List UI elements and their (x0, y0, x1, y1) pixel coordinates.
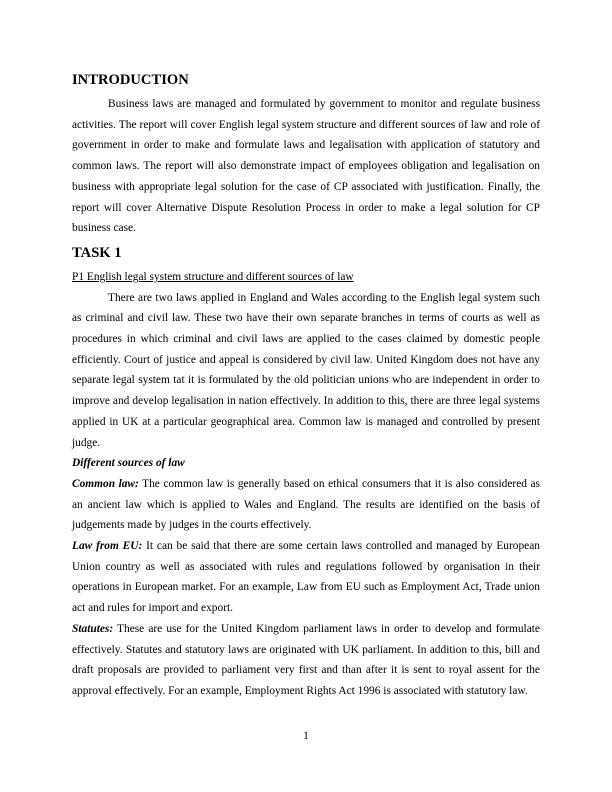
source-statutes (72, 619, 540, 702)
task1-subheading: P1 English legal system structure and different sources of law (72, 270, 354, 283)
page-number: 1 (303, 730, 309, 742)
source-common-law (72, 474, 540, 536)
source-text: These are use for the United Kingdom parliament laws in order to develop and formulate effectively. Statutes and statutory laws are originated with UK parliament. In addition to this, bill and draft proposals are provided to parliament very first and than after it is sent to royal assent for the approval effectively. For an example, Employment Rights Act 1996 is associated with statutory law. (72, 622, 540, 697)
sources-heading: Different sources of law (72, 457, 185, 470)
introduction-paragraph: Business laws are managed and formulated by government to monitor and regulate business activities. The report will cover English legal system structure and different sources of law and role of government in order to make and formulate laws and legalisation with application of statutory and common laws. The report will also demonstrate impact of employees obligation and legalisation on business with appropriate legal solution for the case of CP associated with justification. Finally, the report will cover Alternative Dispute Resolution Process in order to make a legal solution for CP business case. (72, 98, 540, 235)
source-term: Statutes: (72, 622, 114, 635)
task1-paragraph: There are two laws applied in England and Wales according to the English legal system such as criminal and civil law. These two have their own separate branches in terms of courts as well as procedures in which criminal and civil laws are applied to the cases claimed by domestic people efficiently. Court of justice and appeal is considered by civil law. United Kingdom does not have any separate legal system tat it is formulated by the old politician unions who are independent in order to improve and develop legalisation in nation effectively. In addition to this, there are three legal systems applied in UK at a particular geographical area. Common law is managed and controlled by present judge. (72, 291, 540, 449)
task1-heading: TASK 1 (72, 244, 122, 261)
source-term: Law from EU: (72, 540, 143, 553)
document-page (72, 70, 540, 702)
source-text: The common law is generally based on ethical consumers that it is also considered as an ancient law which is applied to Wales and England. The results are identified on the basis of judgements made by judges in the courts effectively. (72, 477, 540, 532)
source-law-from-eu (72, 536, 540, 619)
introduction-heading: INTRODUCTION (72, 72, 189, 88)
source-text: It can be said that there are some certain laws controlled and managed by European Union country as well as associated with rules and regulations followed by organisation in their operations in European market. For an example, Law from EU such as Employment Act, Trade union act and rules for import and export. (72, 540, 540, 615)
source-term: Common law: (72, 477, 139, 490)
